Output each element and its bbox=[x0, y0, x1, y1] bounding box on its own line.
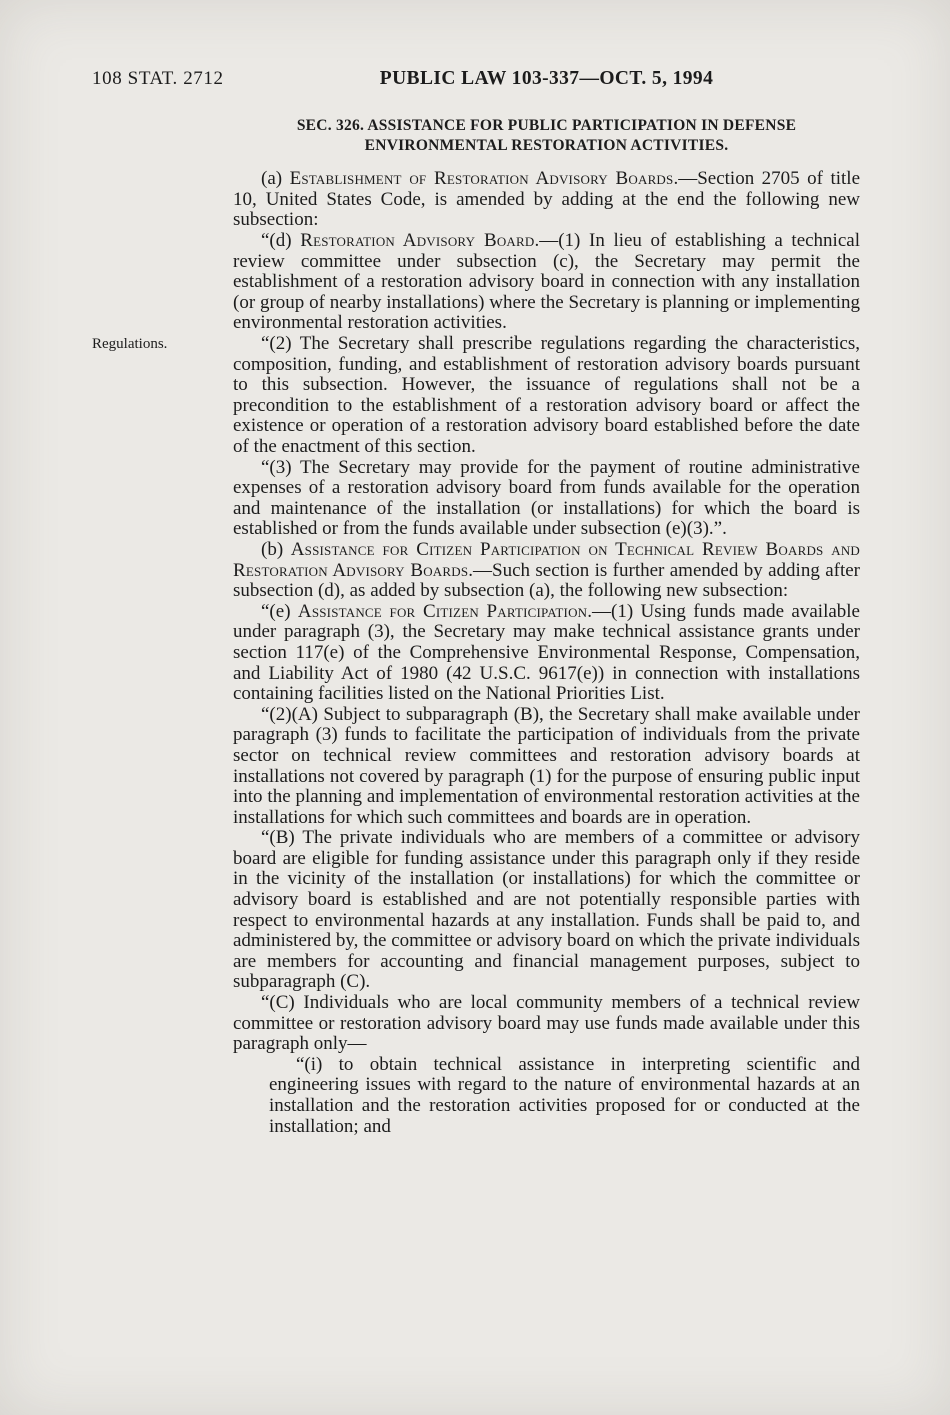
paragraph-subsection-b bbox=[233, 540, 860, 602]
paragraph-subsection-e2a bbox=[233, 705, 860, 829]
para-text: “(2)(A) Subject to subparagraph (B), the Secretary shall make available under paragraph (3) funds to facilitate the participation of individuals from the private sector on technical review committees and restoration advisory boards at installations not covered by paragraph (1) for the purpose of ensuring public input into the planning and implementation of environmental restoration activities at the installations for which such committees and boards are in operation. bbox=[233, 703, 860, 828]
para-text: .—Section 2705 of title 10, United States Code, is amended by adding at the end the following new subsection: bbox=[233, 168, 860, 231]
para-text: .—(1) Using funds made available under paragraph (3), the Secretary may make technical assistance grants under section 117(e) of the Comprehensive Environmental Response, Compensation, and Liability Act of 1980 (42 U.S.C. 9617(e)) in connection with installations containing facilities listed on the National Priorities List. bbox=[233, 600, 860, 705]
para-text: “(i) to obtain technical assistance in interpreting scientific and engineering issues with regard to the nature of environmental hazards at an installation and the restoration activities proposed for or conducted at the installation; and bbox=[269, 1053, 860, 1137]
paragraph-subsection-d3 bbox=[233, 458, 860, 540]
para-text: “(3) The Secretary may provide for the payment of routine administrative expenses of a restoration advisory board from funds available for the operation and maintenance of the installation (or installations) for which the board is established or from the funds available under subsection (e)(3).”. bbox=[233, 456, 860, 540]
para-lead: (a) bbox=[261, 168, 290, 190]
section-heading bbox=[233, 116, 860, 156]
paragraph-subsection-d2 bbox=[92, 333, 860, 458]
para-text: “(2) The Secretary shall prescribe regulations regarding the characteristics, composition, funding, and establishment of restoration advisory boards pursuant to this subsection. However, the issuance of regulations shall not be a precondition to the establishment of a restoration advisory board or affect the existence or operation of a restoration advisory board established before the date of the enactment of this section. bbox=[233, 333, 860, 457]
section-heading-line2: ENVIRONMENTAL RESTORATION ACTIVITIES. bbox=[364, 137, 729, 155]
para-lead: “(e) bbox=[261, 600, 298, 622]
para-text: “(C) Individuals who are local community members of a technical review committee or restoration advisory board may use funds made available under this paragraph only— bbox=[233, 992, 860, 1055]
para-smallcaps-heading: Assistance for Citizen Participation bbox=[297, 600, 588, 622]
para-smallcaps-heading: Restoration Advisory Board bbox=[300, 230, 535, 252]
para-lead: (b) bbox=[261, 538, 291, 560]
para-text: .—(1) In lieu of establishing a technical review committee under subsection (c), the Secretary may permit the establishment of a restoration advisory board in connection with any installation (or group of nearby installations) where the Secretary is planning or implementing environmental restoration activities. bbox=[233, 230, 860, 334]
para-text: .—Such section is further amended by adding after subsection (d), as added by subsection (a), the following new subsection: bbox=[233, 559, 860, 602]
paragraph-subsection-e1 bbox=[233, 602, 860, 705]
stat-page-number: 108 STAT. 2712 bbox=[92, 68, 224, 89]
para-smallcaps-heading: Assistance for Citizen Participation on Technical Review Boards and Restoration Advisory Boards bbox=[233, 538, 861, 581]
para-smallcaps-heading: Establishment of Restoration Advisory Boards bbox=[289, 168, 674, 190]
public-law-running-head: PUBLIC LAW 103-337—OCT. 5, 1994 bbox=[379, 68, 714, 89]
margin-note-regulations: Regulations. bbox=[92, 336, 168, 353]
page-header bbox=[0, 68, 950, 94]
paragraph-clause-i bbox=[269, 1055, 860, 1137]
para-lead: “(d) bbox=[261, 230, 301, 252]
para-text: “(B) The private individuals who are members of a committee or advisory board are eligible for funding assistance under this paragraph only if they reside in the vicinity of the installation (or installations) for which the committee or advisory board is established and are not potentially responsible parties with respect to environmental hazards at any installation. Funds shall be paid to, and administered by, the committee or advisory board on which the private individuals are members for accounting and financial management purposes, subject to subparagraph (C). bbox=[233, 827, 860, 993]
statute-text-column bbox=[92, 116, 861, 1137]
paragraph-subsection-e2b bbox=[233, 828, 860, 993]
paragraph-subsection-d1 bbox=[233, 231, 860, 334]
paragraph-subsection-a bbox=[233, 169, 860, 231]
section-heading-line1: SEC. 326. ASSISTANCE FOR PUBLIC PARTICIPATION IN DEFENSE bbox=[296, 117, 797, 134]
paragraph-subsection-e2c bbox=[233, 993, 860, 1055]
